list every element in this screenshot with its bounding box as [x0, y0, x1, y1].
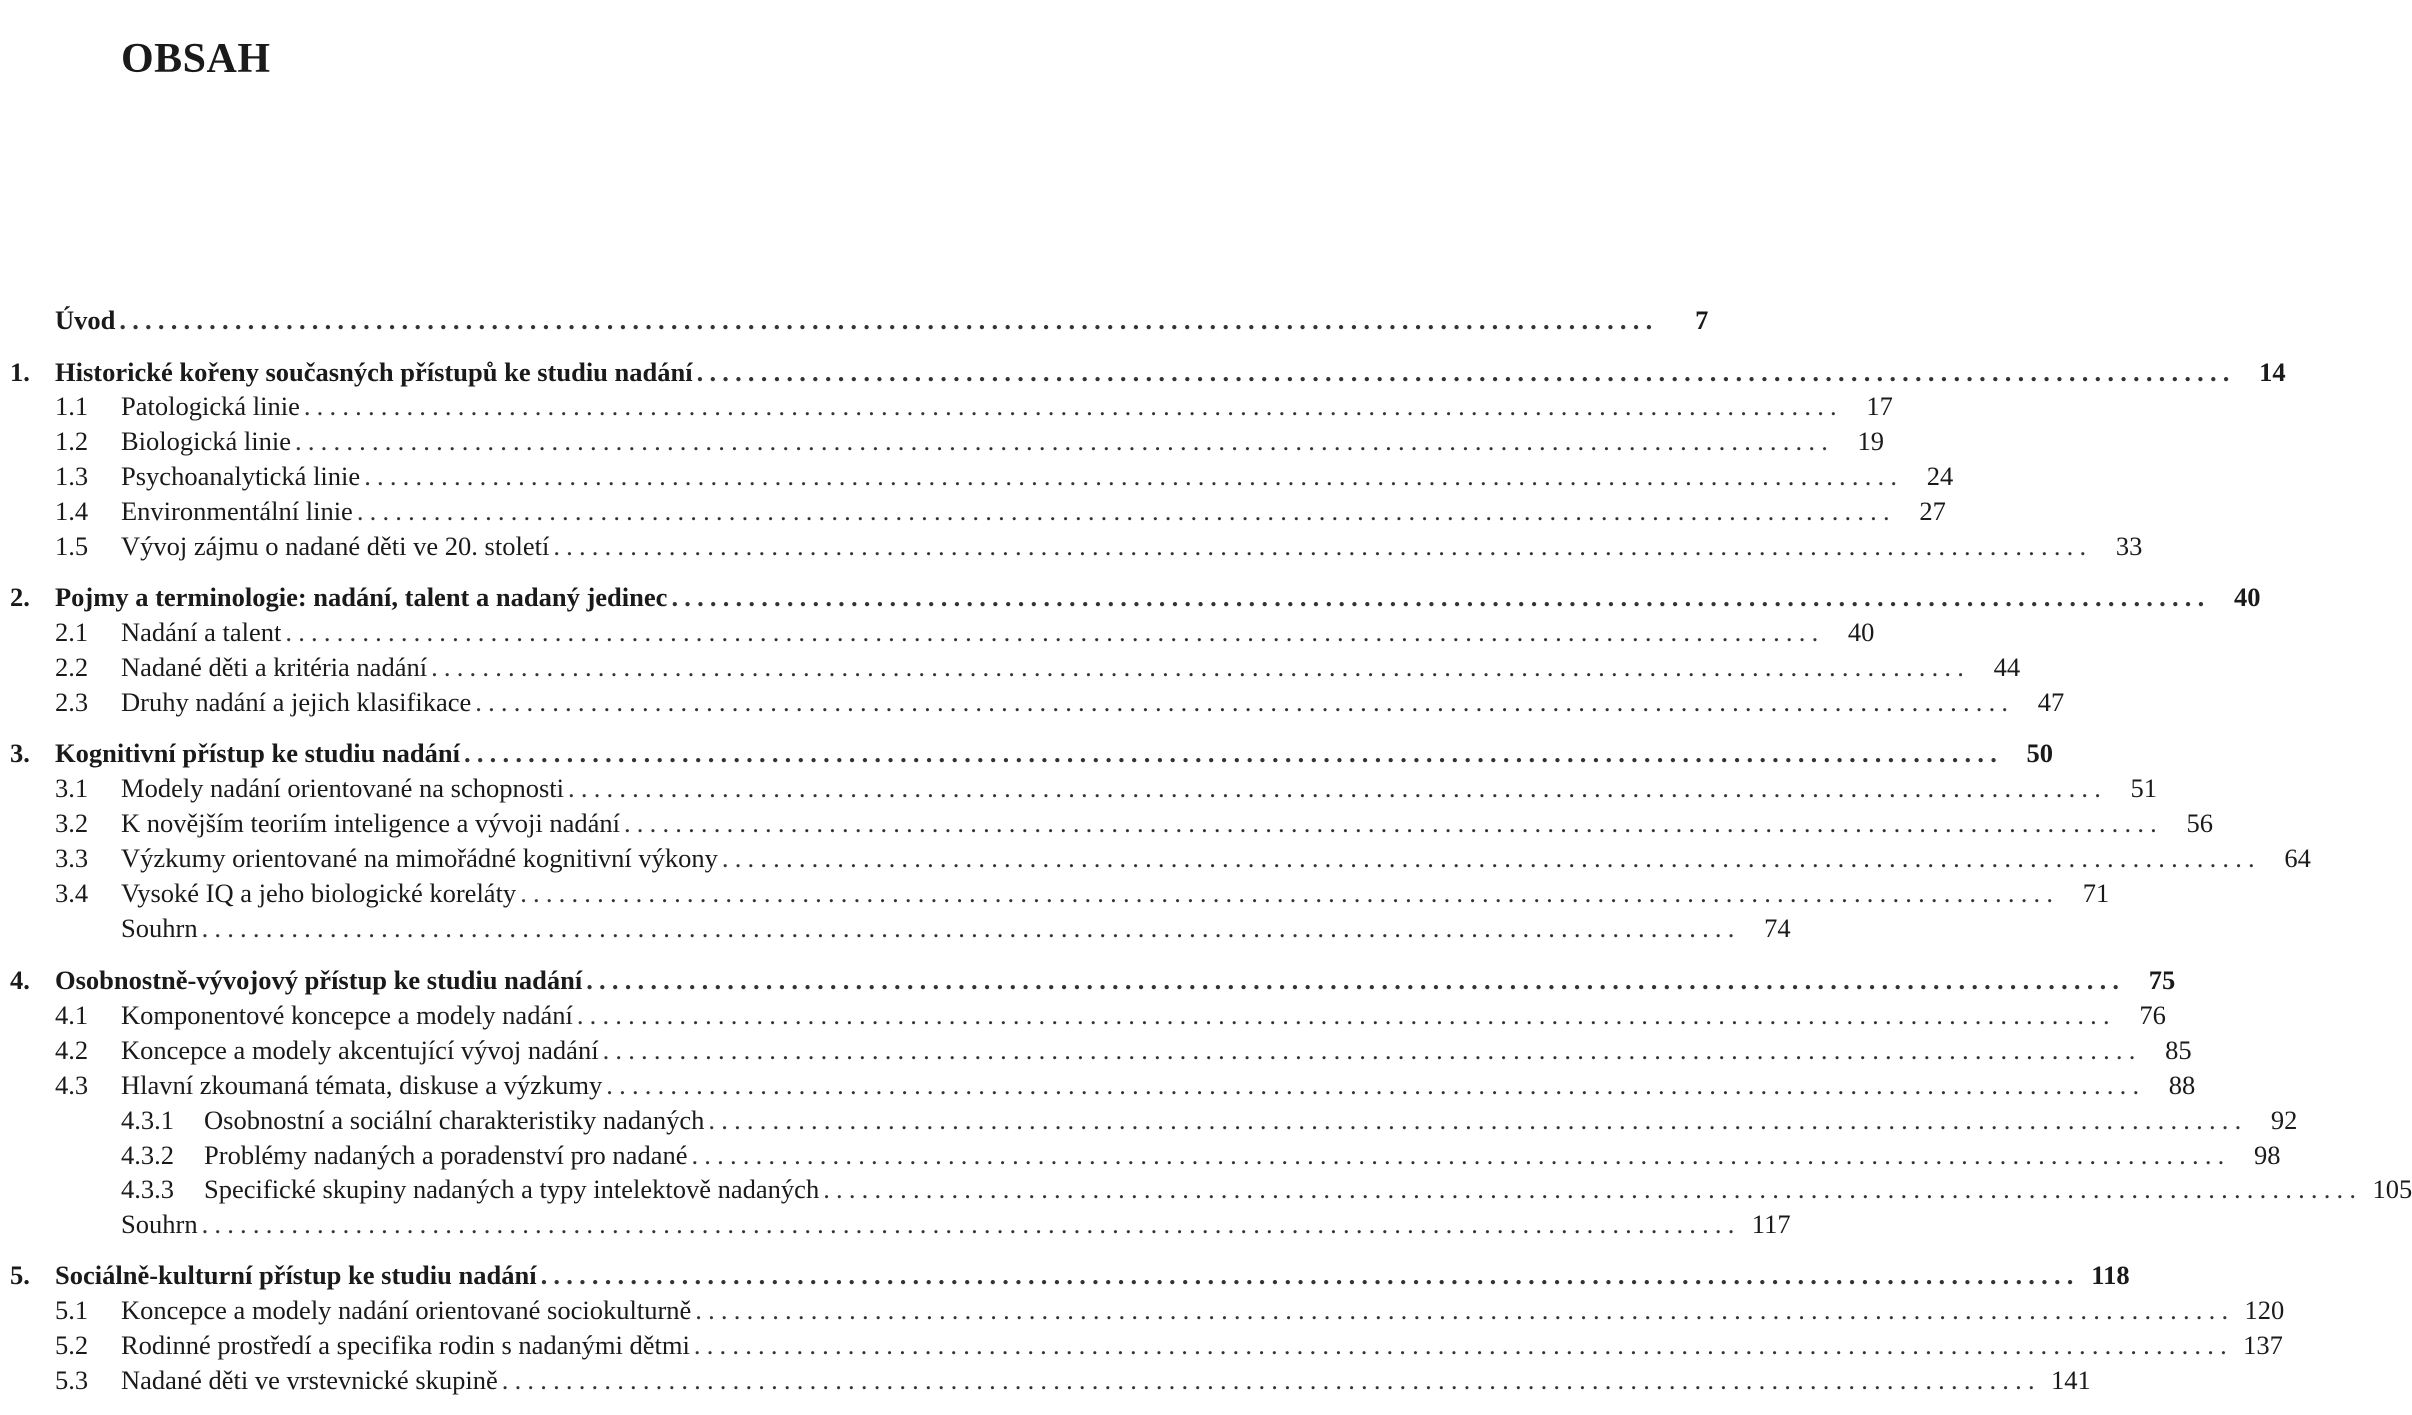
toc-entry-line: [121, 998, 2166, 1032]
toc-leader-dots: ........................................................................................................................: [356, 496, 1896, 526]
toc-entry-page: 50: [2026, 738, 2054, 768]
toc-entry-title: Modely nadání orientované na schopnosti: [121, 771, 568, 805]
toc-entry-line: [121, 841, 2311, 875]
toc-entry-title: Vysoké IQ a jeho biologické koreláty: [121, 876, 520, 910]
toc-entry-line: [121, 459, 1954, 493]
toc-entry-line: [204, 1138, 2281, 1172]
toc-entry-title: Historické kořeny současných přístupů ke studiu nadání: [55, 355, 697, 389]
toc-entry-number: 3.2: [55, 808, 89, 838]
toc-entry-number: 2.3: [55, 687, 89, 717]
toc-entry-number: 1.3: [55, 461, 89, 491]
toc-entry-line: [121, 1068, 2196, 1102]
toc-entry-line: [55, 580, 2261, 614]
toc-entry-title: Komponentové koncepce a modely nadání: [121, 998, 577, 1032]
toc-entry-page: 92: [2270, 1105, 2298, 1135]
toc-entry[interactable]: [0, 1258, 2130, 1292]
toc-entry-title: Vývoj zájmu o nadané děti ve 20. století: [121, 529, 553, 563]
toc-entry-number: 4.3.2: [121, 1140, 174, 1170]
toc-entry-title: Druhy nadání a jejich klasifikace: [121, 685, 475, 719]
toc-entry-number: 4.3.3: [121, 1174, 174, 1204]
toc-entry-page: 7: [1695, 305, 1709, 335]
toc-entry-title: Koncepce a modely nadání orientované sociokulturně: [121, 1293, 695, 1327]
toc-leader-dots: ........................................................................................................................: [691, 1140, 2231, 1170]
toc-leader-dots: ........................................................................................................................: [568, 773, 2108, 803]
toc-entry-title: Rodinné prostředí a specifika rodin s nadanými dětmi: [121, 1328, 694, 1362]
toc-entry-page: 85: [2165, 1035, 2192, 1065]
toc-entry-number: 3.3: [55, 843, 89, 873]
toc-entry-page: 19: [1857, 426, 1885, 456]
toc-entry-page: 24: [1926, 461, 1954, 491]
toc-leader-dots: ........................................................................................................................: [119, 305, 1659, 335]
toc-entry[interactable]: [0, 650, 2021, 684]
toc-entry[interactable]: [0, 876, 2110, 910]
toc-entry-number: 5.3: [55, 1365, 89, 1395]
toc-entry-line: [121, 1207, 1791, 1241]
toc-entry-page: 118: [2091, 1260, 2130, 1290]
toc-entry[interactable]: [0, 355, 2286, 389]
toc-leader-dots: ........................................................................................................................: [623, 808, 2163, 838]
toc-leader-dots: ........................................................................................................................: [295, 426, 1835, 456]
toc-entry-page: 17: [1866, 391, 1893, 421]
toc-entry-title: Biologická linie: [121, 424, 295, 458]
toc-entry-line: [55, 303, 1709, 337]
toc-entry-title: Nadané děti ve vrstevnické skupině: [121, 1363, 502, 1397]
toc-entry-title: Nadané děti a kritéria nadání: [121, 650, 431, 684]
toc-entry-page: 137: [2243, 1330, 2283, 1360]
toc-entry-line: [121, 615, 1875, 649]
toc-entry-title: Pojmy a terminologie: nadání, talent a nadaný jedinec: [55, 580, 671, 614]
toc-entry-title: Specifické skupiny nadaných a typy intelektově nadaných: [204, 1172, 823, 1206]
toc-entry-line: [55, 355, 2286, 389]
toc-leader-dots: ........................................................................................................................: [364, 461, 1904, 491]
toc-entry-title: Osobnostně-vývojový přístup ke studiu nadání: [55, 963, 586, 997]
toc-leader-dots: ........................................................................................................................: [475, 687, 2015, 717]
toc-leader-dots: ........................................................................................................................: [586, 965, 2126, 995]
toc-entry-number: 1.4: [55, 496, 89, 526]
toc-entry[interactable]: [0, 389, 1893, 423]
toc-entry-line: [121, 529, 2143, 563]
toc-entry-line: [121, 650, 2021, 684]
toc-entry-title: K novějším teoriím inteligence a vývoji nadání: [121, 806, 624, 840]
toc-entry-page: 76: [2139, 1000, 2166, 1030]
toc-entry[interactable]: [0, 615, 1875, 649]
toc-entry-title: Hlavní zkoumaná témata, diskuse a výzkumy: [121, 1068, 606, 1102]
toc-leader-dots: ........................................................................................................................: [576, 1000, 2116, 1030]
toc-leader-dots: ........................................................................................................................: [693, 1330, 2233, 1360]
toc-entry-line: [121, 911, 1791, 945]
toc-entry-line: [121, 424, 1885, 458]
toc-entry-page: 98: [2253, 1140, 2281, 1170]
toc-entry-line: [121, 1328, 2283, 1362]
toc-entry-title: Výzkumy orientované na mimořádné kognitivní výkony: [121, 841, 722, 875]
toc-entry-page: 75: [2148, 965, 2176, 995]
toc-entry-number: 4.3: [55, 1070, 89, 1100]
toc-entry-title: Koncepce a modely akcentující vývoj nadání: [121, 1033, 603, 1067]
toc-entry-line: [121, 1363, 2091, 1397]
toc-leader-dots: ........................................................................................................................: [553, 531, 2093, 561]
toc-entry[interactable]: [0, 998, 2166, 1032]
toc-entry-page: 74: [1764, 913, 1791, 943]
toc-entry[interactable]: [0, 1207, 1791, 1241]
toc-leader-dots: ........................................................................................................................: [823, 1174, 2363, 1204]
toc-leader-dots: ........................................................................................................................: [285, 617, 1825, 647]
toc-entry-page: 27: [1919, 496, 1946, 526]
toc-entry-title: Kognitivní přístup ke studiu nadání: [55, 736, 464, 770]
toc-entry[interactable]: [0, 963, 2176, 997]
toc-leader-dots: ........................................................................................................................: [708, 1105, 2248, 1135]
toc-entry[interactable]: [0, 685, 2065, 719]
toc-entry-number: 3.: [10, 738, 30, 768]
toc-entry-number: 4.: [10, 965, 30, 995]
toc-entry-line: [121, 685, 2065, 719]
toc-entry[interactable]: [0, 580, 2261, 614]
toc-leader-dots: ........................................................................................................................: [695, 1295, 2235, 1325]
toc-entry-line: [121, 876, 2110, 910]
toc-entry-number: 2.2: [55, 652, 89, 682]
toc-entry-page: 47: [2037, 687, 2065, 717]
page-title: OBSAH: [121, 36, 271, 82]
toc-entry-page: 64: [2284, 843, 2311, 873]
toc-leader-dots: ........................................................................................................................: [696, 357, 2236, 387]
toc-entry-number: 2.1: [55, 617, 89, 647]
toc-entry[interactable]: [0, 459, 1954, 493]
toc-leader-dots: ........................................................................................................................: [464, 738, 2004, 768]
toc-entry-page: 120: [2244, 1295, 2285, 1325]
toc-entry-number: 1.1: [55, 391, 89, 421]
toc-entry-title: Nadání a talent: [121, 615, 285, 649]
toc-entry-title: Problémy nadaných a poradenství pro nadané: [204, 1138, 691, 1172]
toc-entry[interactable]: [0, 1068, 2196, 1102]
toc-entry-number: 2.: [10, 582, 30, 612]
toc-entry-number: 1.2: [55, 426, 89, 456]
toc-entry[interactable]: [0, 529, 2143, 563]
toc-leader-dots: ........................................................................................................................: [540, 1260, 2080, 1290]
toc-entry-title: Psychoanalytická linie: [121, 459, 364, 493]
toc-entry[interactable]: [0, 1103, 2298, 1137]
toc-entry-number: 5.1: [55, 1295, 89, 1325]
toc-leader-dots: ........................................................................................................................: [303, 391, 1843, 421]
toc-entry-title: Souhrn: [121, 911, 202, 945]
toc-entry-page: 141: [2051, 1365, 2091, 1395]
toc-entry-number: 3.4: [55, 878, 89, 908]
toc-leader-dots: ........................................................................................................................: [671, 582, 2211, 612]
toc-entry-line: [121, 1293, 2285, 1327]
toc-entry-title: Environmentální linie: [121, 494, 357, 528]
toc-entry[interactable]: [0, 771, 2158, 805]
toc-entry-page: 88: [2168, 1070, 2196, 1100]
toc-entry-page: 44: [1993, 652, 2021, 682]
toc-entry-line: [55, 1258, 2130, 1292]
toc-entry[interactable]: [0, 1328, 2283, 1362]
toc-entry[interactable]: [0, 1138, 2281, 1172]
toc-leader-dots: ........................................................................................................................: [201, 913, 1741, 943]
toc-leader-dots: ........................................................................................................................: [606, 1070, 2146, 1100]
toc-entry-line: [204, 1103, 2298, 1137]
toc-entry-line: [121, 806, 2213, 840]
toc-entry[interactable]: [0, 1172, 2412, 1206]
toc-entry-title: Patologická linie: [121, 389, 304, 423]
toc-entry-line: [121, 771, 2158, 805]
toc-entry-title: Úvod: [55, 303, 119, 337]
toc-entry[interactable]: [0, 1033, 2192, 1067]
toc-entry-line: [204, 1172, 2412, 1206]
toc-entry-number: 3.1: [55, 773, 89, 803]
toc-leader-dots: ........................................................................................................................: [520, 878, 2060, 908]
toc-entry-number: 4.2: [55, 1035, 89, 1065]
toc-entry-page: 71: [2082, 878, 2110, 908]
toc-entry[interactable]: [0, 494, 1946, 528]
toc-entry-page: 14: [2259, 357, 2286, 387]
toc-entry-line: [55, 963, 2176, 997]
toc-entry-page: 51: [2130, 773, 2158, 803]
toc-entry[interactable]: [0, 736, 2054, 770]
toc-entry-title: Osobnostní a sociální charakteristiky nadaných: [204, 1103, 708, 1137]
toc-entry[interactable]: [0, 1363, 2091, 1397]
toc-entry-number: 5.: [10, 1260, 30, 1290]
toc-entry-page: 33: [2115, 531, 2143, 561]
toc-entry-line: [121, 389, 1893, 423]
toc-entry[interactable]: [0, 841, 2311, 875]
toc-entry-number: 4.1: [55, 1000, 89, 1030]
toc-leader-dots: ........................................................................................................................: [501, 1365, 2041, 1395]
toc-entry-title: Souhrn: [121, 1207, 202, 1241]
toc-entry-number: 1.: [10, 357, 30, 387]
toc-entry-number: 4.3.1: [121, 1105, 174, 1135]
toc-leader-dots: ........................................................................................................................: [201, 1209, 1741, 1239]
toc-entry-number: 1.5: [55, 531, 89, 561]
toc-entry[interactable]: [0, 303, 1709, 337]
toc-entry-line: [121, 494, 1946, 528]
toc-entry-page: 40: [2233, 582, 2261, 612]
toc-entry-page: 56: [2186, 808, 2213, 838]
toc-entry[interactable]: [0, 424, 1885, 458]
toc-entry-line: [55, 736, 2054, 770]
toc-entry-page: 105: [2372, 1174, 2412, 1204]
toc-entry[interactable]: [0, 806, 2213, 840]
toc-leader-dots: ........................................................................................................................: [431, 652, 1971, 682]
toc-entry-line: [121, 1033, 2192, 1067]
toc-leader-dots: ........................................................................................................................: [721, 843, 2261, 873]
toc-entry[interactable]: [0, 911, 1791, 945]
toc-leader-dots: ........................................................................................................................: [602, 1035, 2142, 1065]
toc-entry-page: 40: [1847, 617, 1875, 647]
toc-entry[interactable]: [0, 1293, 2285, 1327]
toc-entry-page: 117: [1751, 1209, 1791, 1239]
toc-entry-title: Sociálně-kulturní přístup ke studiu nadání: [55, 1258, 541, 1292]
toc-entry-number: 5.2: [55, 1330, 89, 1360]
